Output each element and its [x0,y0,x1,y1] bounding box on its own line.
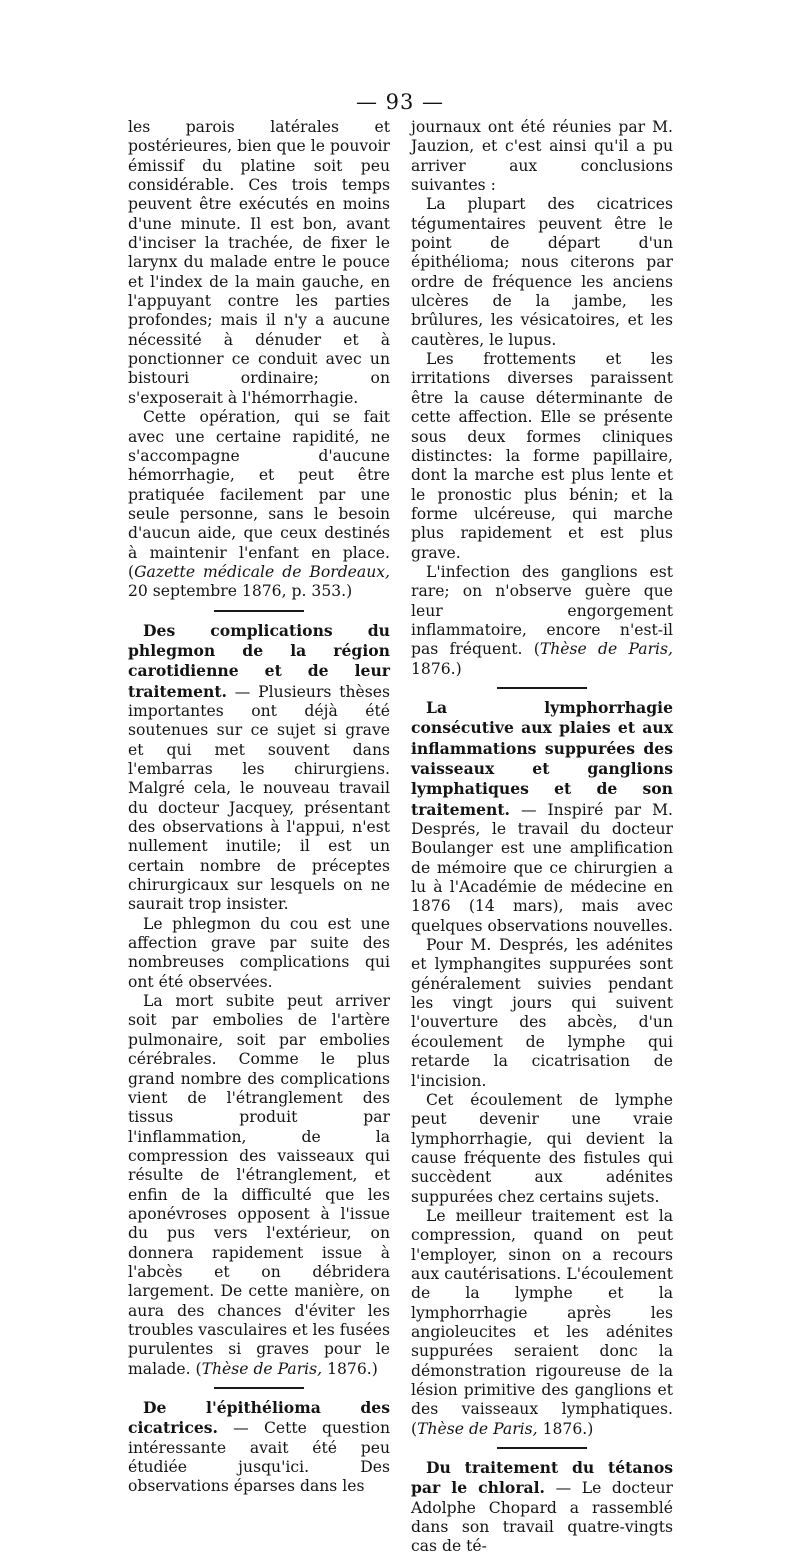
section-lymphorrhagie: La lymphorrhagie consécutive aux plaies et aux inflammations suppurées des vaisseaux et ganglions lymphatiques et de son traitement. — Inspiré par M. Després, le travail du docteur Boulanger est une amplification de mémoire que ce chirurgien a lu à l'Académie de médecine en 1876 (14 mars), mais avec quelques observations nouvelles. [411,697,673,935]
source-citation: Gazette médicale de Bordeaux, [134,562,390,581]
section-heading: La lymphorrhagie consécutive aux plaies et aux inflammations suppurées des vaisseaux et ganglions lymphatiques et de son traitement. [411,697,673,819]
paragraph: journaux ont été réunies par M. Jauzion, et c'est ainsi qu'il a pu arriver aux conclusions suivantes : [411,118,673,195]
section-divider [214,1387,304,1389]
section-divider [214,610,304,612]
section-divider [497,1447,587,1449]
right-column [411,118,673,1557]
paragraph: Les frottements et les irritations diverses paraissent être la cause déterminante de cette affection. Elle se présente sous deux formes cliniques distinctes: la forme papillaire, dont la marche est plus lente et le pronostic plus bénin; et la forme ulcéreuse, qui marche plus rapidement et est plus grave. [411,350,673,562]
left-column [128,118,390,1497]
source-citation: Thèse de Paris, [539,640,673,659]
section-heading: Des complications du phlegmon de la région carotidienne et de leur traitement. [128,620,390,701]
source-citation: Thèse de Paris, [201,1359,323,1378]
paragraph: L'infection des ganglions est rare; on n'observe guère que leur engorgement inflammatoire, encore n'est-il pas fréquent. (Thèse de Paris, 1876.) [411,562,673,678]
paragraph: La plupart des cicatrices tégumentaires peuvent être le point de départ d'un épithélioma; nous citerons par ordre de fréquence les anciens ulcères de la jambe, les brûlures, les vésicatoires, et les cautères, le lupus. [411,195,673,349]
paragraph: Cet écoulement de lymphe peut devenir une vraie lymphorrhagie, qui devient la cause fréquente des fistules qui succèdent aux adénites suppurées chez certains sujets. [411,1090,673,1206]
section-heading: Du traitement du tétanos par le chloral. [411,1458,673,1498]
section-tetanos: Du traitement du tétanos par le chloral. — Le docteur Adolphe Chopard a rassemblé dans son travail quatre-vingts cas de té- [411,1458,673,1556]
paragraph: Cette opération, qui se fait avec une certaine rapidité, ne s'accompagne d'aucune hémorrhagie, et peut être pratiquée facilement par une seule personne, sans le besoin d'aucun aide, que ceux destinés à maintenir l'enfant en place. (Gazette médicale de Bordeaux, 20 septembre 1876, p. 353.) [128,408,390,601]
section-heading: De l'épithélioma des cicatrices. [128,1398,390,1438]
section-divider [497,687,587,689]
paragraph: Le meilleur traitement est la compression, quand on peut l'employer, sinon on a recours aux cautérisations. L'écoulement de la lymphe et la lymphorrhagie après les angioleucites et les adénites suppurées seraient donc la démonstration rigoureuse de la lésion primitive des ganglions et des vaisseaux lymphatiques. (Thèse de Paris, 1876.) [411,1206,673,1438]
section-complications-phlegmon: Des complications du phlegmon de la région carotidienne et de leur traitement. — Plusieurs thèses importantes ont déjà été soutenues sur ce sujet si grave et qui met souvent dans l'embarras les chirurgiens. Malgré cela, le nouveau travail du docteur Jacquey, présentant des observations à l'appui, n'est nullement inutile; il est un certain nombre de préceptes chirurgicaux sur lesquels on ne saurait trop insister. [128,620,390,914]
source-citation: Thèse de Paris, [417,1419,538,1438]
paragraph: Pour M. Després, les adénites et lymphangites suppurées sont généralement suivies pendant les vingt jours qui suivent l'ouverture des abcès, d'un écoulement de lymphe qui retarde la cicatrisation de l'incision. [411,936,673,1090]
paragraph: La mort subite peut arriver soit par embolies de l'artère pulmonaire, soit par embolies cérébrales. Comme le plus grand nombre des complications vient de l'étranglement des tissus produit par l'inflammation, de la compression des vaisseaux qui résulte de l'étranglement, et enfin de la difficulté que les aponévroses opposent à l'issue du pus vers l'extérieur, on donnera rapidement issue à l'abcès et on débridera largement. De cette manière, on aura des chances d'éviter les troubles vasculaires et les fusées purulentes si graves pour le malade. (Thèse de Paris, 1876.) [128,992,391,1378]
section-epithelioma: De l'épithélioma des cicatrices. — Cette question intéressante avait été peu étudiée jusqu'ici. Des observations éparses dans les [128,1398,390,1496]
paragraph: Le phlegmon du cou est une affection grave par suite des nombreuses complications qui ont été observées. [128,914,390,991]
page-number: — 93 — [355,90,445,114]
paragraph: les parois latérales et postérieures, bien que le pouvoir émissif du platine soit peu considérable. Ces trois temps peuvent être exécutés en moins d'une minute. Il est bon, avant d'inciser la trachée, de fixer le larynx du malade entre le pouce et l'index de la main gauche, en l'appuyant contre les parties profondes; mais il n'y a aucune nécessité à dénuder et à ponctionner ce conduit avec un bistouri ordinaire; on s'exposerait à l'hémorrhagie. [128,118,390,407]
